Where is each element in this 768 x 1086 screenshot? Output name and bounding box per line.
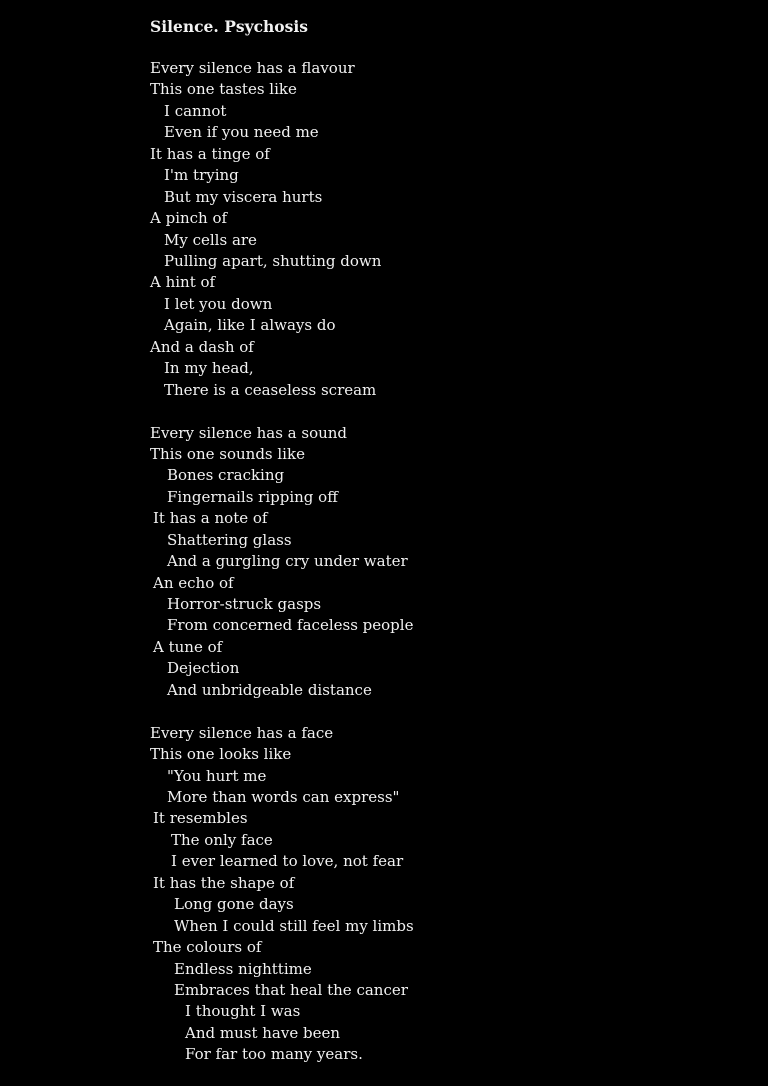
poem-line: I ever learned to love, not fear (171, 852, 404, 871)
poem-line: And unbridgeable distance (167, 680, 372, 699)
poem-line: A tune of (153, 637, 223, 656)
poem-line: It has the shape of (153, 873, 295, 892)
poem-line: For far too many years. (185, 1045, 363, 1064)
poem-line: Bones cracking (167, 466, 285, 485)
poem-line: The colours of (153, 938, 262, 957)
poem-line: And must have been (185, 1023, 340, 1042)
poem-line: I let you down (164, 294, 273, 313)
poem-line: Fingernails ripping off (167, 487, 338, 506)
poem-line: Horror-struck gasps (167, 595, 322, 613)
poem-line: "You hurt me (167, 766, 267, 785)
poem-line: An echo of (153, 573, 234, 592)
poem-stanza (150, 723, 750, 1066)
poem-line: Embraces that heal the cancer (174, 980, 408, 999)
poem-line: Every silence has a face (150, 723, 334, 742)
poem-line: Endless nighttime (174, 959, 312, 978)
poem-page (150, 16, 750, 1066)
poem-line: Every silence has a sound (150, 423, 348, 442)
poem-line: It has a tinge of (150, 144, 270, 163)
poem-line: And a gurgling cry under water (167, 552, 408, 571)
poem-stanza (150, 423, 750, 702)
poem-line: The only face (171, 830, 273, 849)
poem-line: But my viscera hurts (164, 187, 323, 206)
poem-line: I thought I was (185, 1002, 301, 1021)
poem-line: There is a ceaseless scream (164, 380, 377, 399)
poem-line: This one looks like (150, 745, 292, 764)
poem-line: This one sounds like (150, 444, 305, 463)
poem-line: Again, like I always do (164, 316, 336, 335)
poem-line: It resembles (153, 809, 248, 828)
poem-stanza (150, 58, 750, 401)
poem-line: More than words can express" (167, 788, 400, 806)
poem-line: And a dash of (150, 337, 254, 356)
poem-title: Silence. Psychosis (150, 17, 308, 36)
poem-line: In my head, (164, 359, 254, 378)
poem-line: A pinch of (150, 209, 228, 228)
poem-line: It has a note of (153, 509, 268, 528)
poem-line: Every silence has a flavour (150, 59, 355, 77)
poem-line: Even if you need me (164, 123, 319, 142)
poem-line: Long gone days (174, 895, 294, 914)
poem-line: A hint of (150, 273, 216, 292)
poem-line: My cells are (164, 230, 257, 249)
poem-line: From concerned faceless people (167, 616, 414, 635)
poem-line: Shattering glass (167, 530, 292, 549)
poem-line: This one tastes like (150, 80, 297, 99)
poem-line: I'm trying (164, 166, 239, 185)
poem-line: When I could still feel my limbs (174, 916, 414, 935)
poem-line: Dejection (167, 659, 240, 678)
poem-line: Pulling apart, shutting down (164, 251, 382, 270)
poem-line: I cannot (164, 101, 227, 120)
poem-body (150, 58, 750, 1066)
